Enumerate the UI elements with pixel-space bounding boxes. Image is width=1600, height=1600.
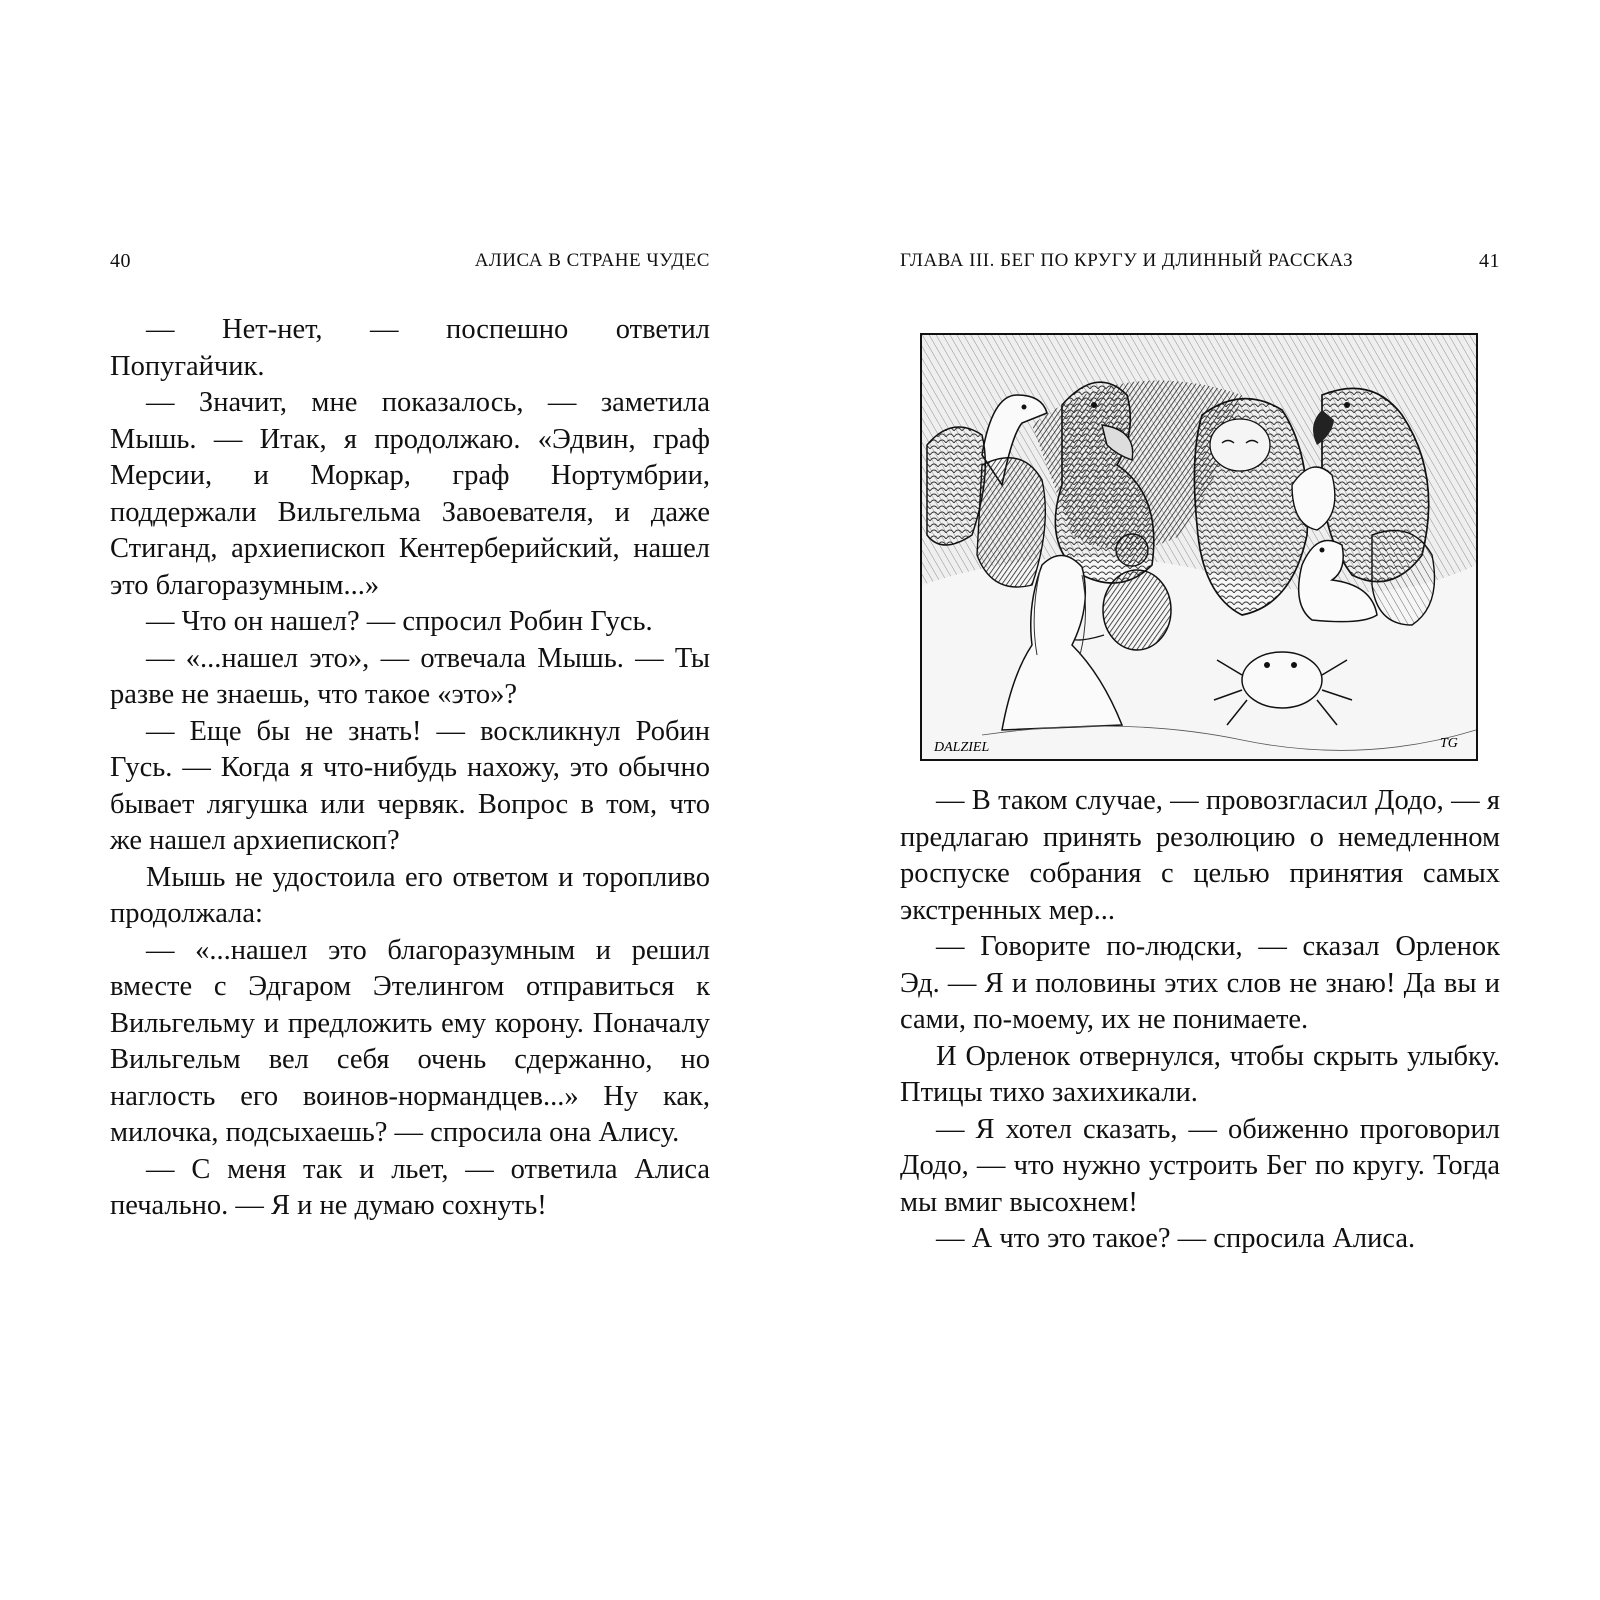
birds-and-alice-engraving — [922, 335, 1476, 759]
paragraph: — А что это такое? — спросила Алиса. — [936, 1223, 1416, 1254]
left-running-head — [110, 250, 710, 280]
engraver-signature: DALZIEL — [934, 740, 990, 755]
chapter-title-header: ГЛАВА III. БЕГ ПО КРУГУ И ДЛИННЫЙ РАССКАЗ — [900, 250, 1354, 271]
paragraph: — Нет-нет, — поспешно ответил Попугайчик. — [110, 314, 710, 382]
right-page — [900, 0, 1500, 1600]
paragraph: — Еще бы не знать! — воскликнул Робин Гусь. — Когда я что-нибудь нахожу, это обычно бывает лягушка или червяк. Вопрос в том, что же нашел архиепископ? — [110, 715, 710, 856]
engraving-illustration — [920, 333, 1478, 761]
paragraph: — С меня так и льет, — ответила Алиса печально. — Я и не думаю сохнуть! — [110, 1153, 710, 1221]
left-page — [110, 0, 710, 1600]
right-running-head — [900, 250, 1500, 280]
paragraph: Мышь не удостоила его ответом и торопливо продолжала: — [110, 861, 710, 929]
book-title-header: АЛИСА В СТРАНЕ ЧУДЕС — [474, 250, 710, 271]
paragraph: — «...нашел это благоразумным и решил вместе с Эдгаром Этелингом отправиться к Вильгельму и предложить ему корону. Поначалу Вильгельм вел себя очень сдержанно, но наглость его воинов-нормандцев...» Ну как, милочка, подсыхаешь? — спросила она Алису. — [110, 934, 710, 1148]
page-number-right: 41 — [1479, 250, 1500, 272]
paragraph: — «...нашел это», — отвечала Мышь. — Ты разве не знаешь, что такое «это»? — [110, 642, 710, 710]
left-body-text — [110, 312, 710, 1225]
right-body-text — [900, 783, 1500, 1258]
paragraph: — Говорите по-людски, — сказал Орленок Эд. — Я и половины этих слов не знаю! Да вы и сами, по-моему, их не понимаете. — [900, 931, 1500, 1035]
paragraph: И Орленок отвернулся, чтобы скрыть улыбку. Птицы тихо захихикали. — [900, 1040, 1500, 1108]
page-number-left: 40 — [110, 250, 131, 272]
paragraph: — В таком случае, — провозгласил Додо, — я предлагаю принять резолюцию о немедленном роспуске собрания с целью принятия самых экстренных мер... — [900, 785, 1500, 926]
paragraph: — Значит, мне показалось, — заметила Мышь. — Итак, я продолжаю. «Эдвин, граф Мерсии, и Моркар, граф Нортумбрии, поддержали Вильгельма Завоевателя, и даже Стиганд, архиепископ Кентерберийский, нашел это благоразумным...» — [110, 387, 710, 601]
artist-monogram: TG — [1440, 736, 1458, 751]
paragraph: — Я хотел сказать, — обиженно проговорил Додо, — что нужно устроить Бег по кругу. Тогда мы вмиг высохнем! — [900, 1113, 1500, 1218]
paragraph: — Что он нашел? — спросил Робин Гусь. — [146, 606, 653, 637]
